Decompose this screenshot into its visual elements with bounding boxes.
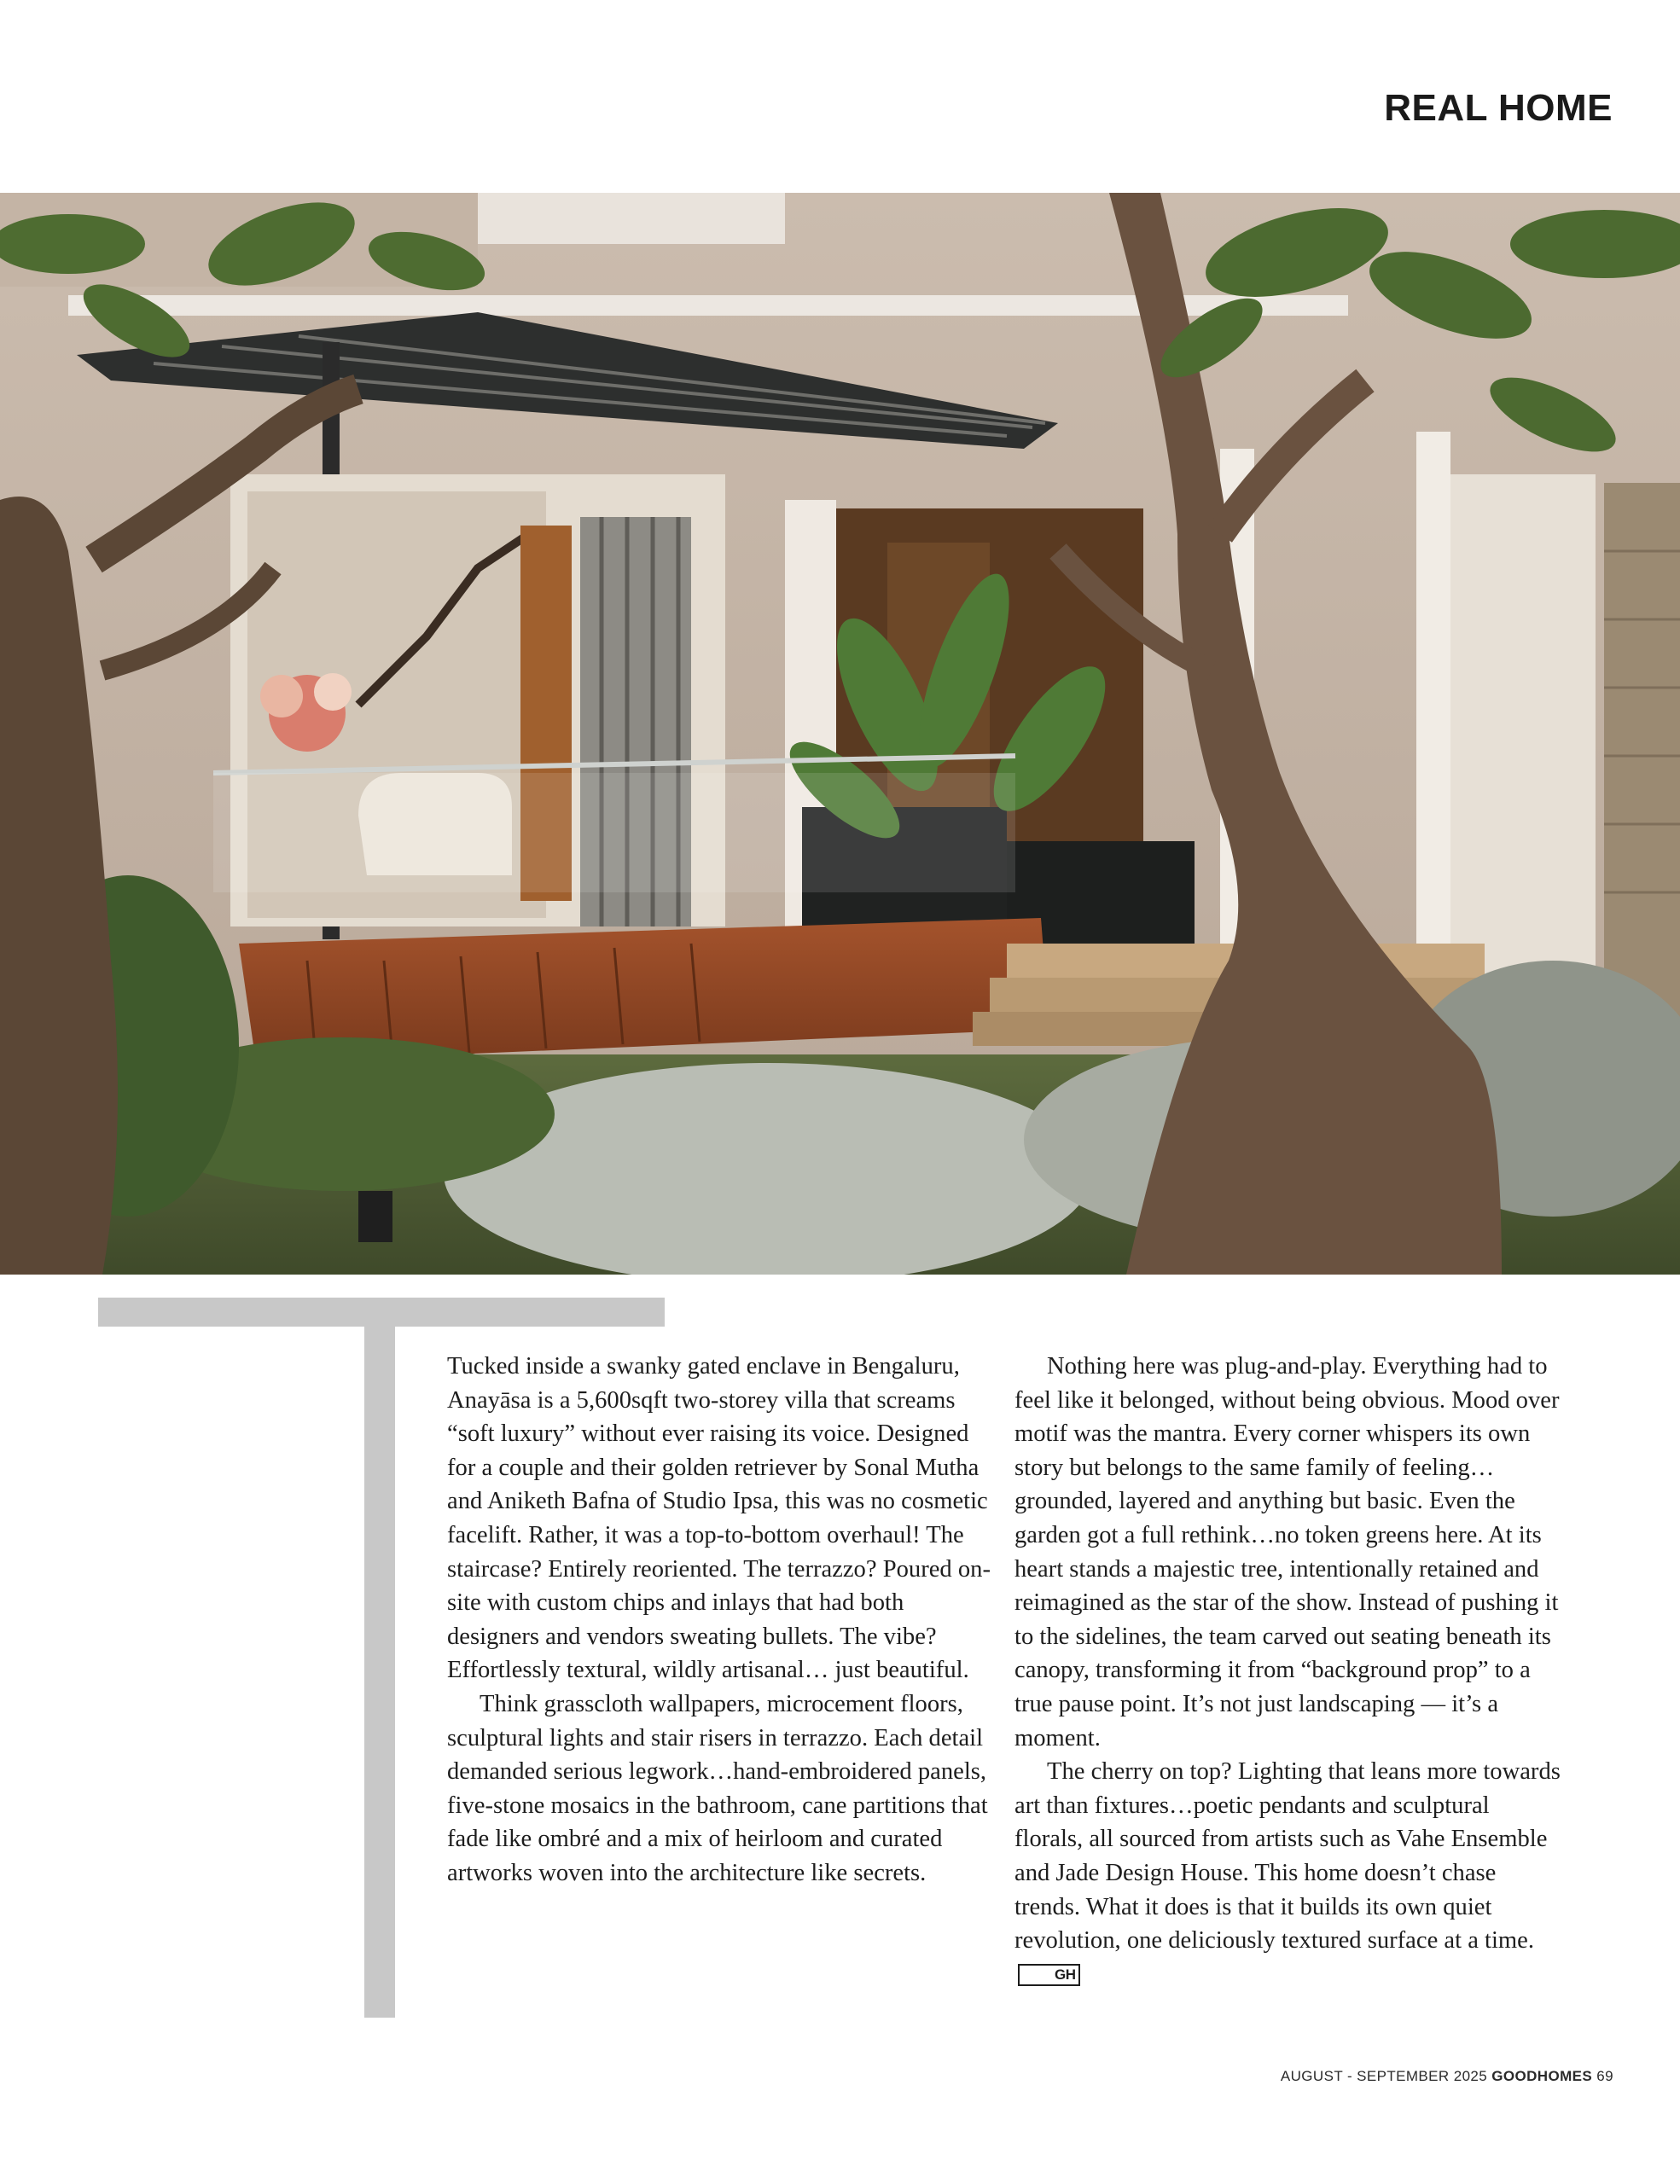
page-number: 69 [1596,2068,1613,2084]
article-paragraph: Tucked inside a swanky gated enclave in Bengaluru, Anayāsa is a 5,600sqft two-storey villa that screams “soft luxury” without ever raising its voice. Designed for a couple and their golden retriever by Sonal Mutha and Aniketh Bafna of Studio Ipsa, this was no cosmetic facelift. Rather, it was a top-to-bottom overhaul! The staircase? Entirely reoriented. The terrazzo? Poured on-site with custom chips and inlays that had both designers and vendors sweating bullets. The vibe? Effortlessly textural, wildly artisanal… just beautiful. [447,1353,991,1684]
magazine-name: GOODHOMES [1491,2068,1593,2084]
villa-photo-illustration [0,193,1680,1275]
article-column-right [1014,1350,1561,1991]
article-paragraph: Think grasscloth wallpapers, microcement floors, sculptural lights and stair risers in terrazzo. Each detail demanded serious legwork…hand-embroidered panels, five-stone mosaics in the bathroom, cane partitions that fade like ombré and a mix of heirloom and curated artworks woven into the architecture like secrets. [447,1690,988,1886]
section-label: REAL HOME [1384,87,1613,129]
article-column-left [447,1350,993,1891]
drop-cap-t-stem [364,1327,395,2018]
article-paragraph [1014,1755,1561,1991]
issue-date: AUGUST - SEPTEMBER 2025 [1280,2068,1488,2084]
gh-end-mark: GH [1018,1964,1080,1986]
page-footer [1281,2068,1613,2085]
article-paragraph-text: The cherry on top? Lighting that leans more towards art than fixtures…poetic pendants and sculptural florals, all sourced from artists such as Vahe Ensemble and Jade Design House. This home doesn’t chase trends. What it does is that it builds its own quiet revolution, one deliciously textured surface at a time. [1014,1758,1561,1955]
drop-cap-t-bar [98,1298,665,1327]
villa-garden-photo [0,193,1680,1275]
article-paragraph: Nothing here was plug-and-play. Everything had to feel like it belonged, without being obvious. Mood over motif was the mantra. Every corner whispers its own story but belongs to the same family of feeling…grounded, layered and anything but basic. Even the garden got a full rethink…no token greens here. At its heart stands a majestic tree, intentionally retained and reimagined as the star of the show. Instead of pushing it to the sidelines, the team carved out seating beneath its canopy, transforming it from “background prop” to a true pause point. It’s not just landscaping — it’s a moment. [1014,1353,1560,1751]
